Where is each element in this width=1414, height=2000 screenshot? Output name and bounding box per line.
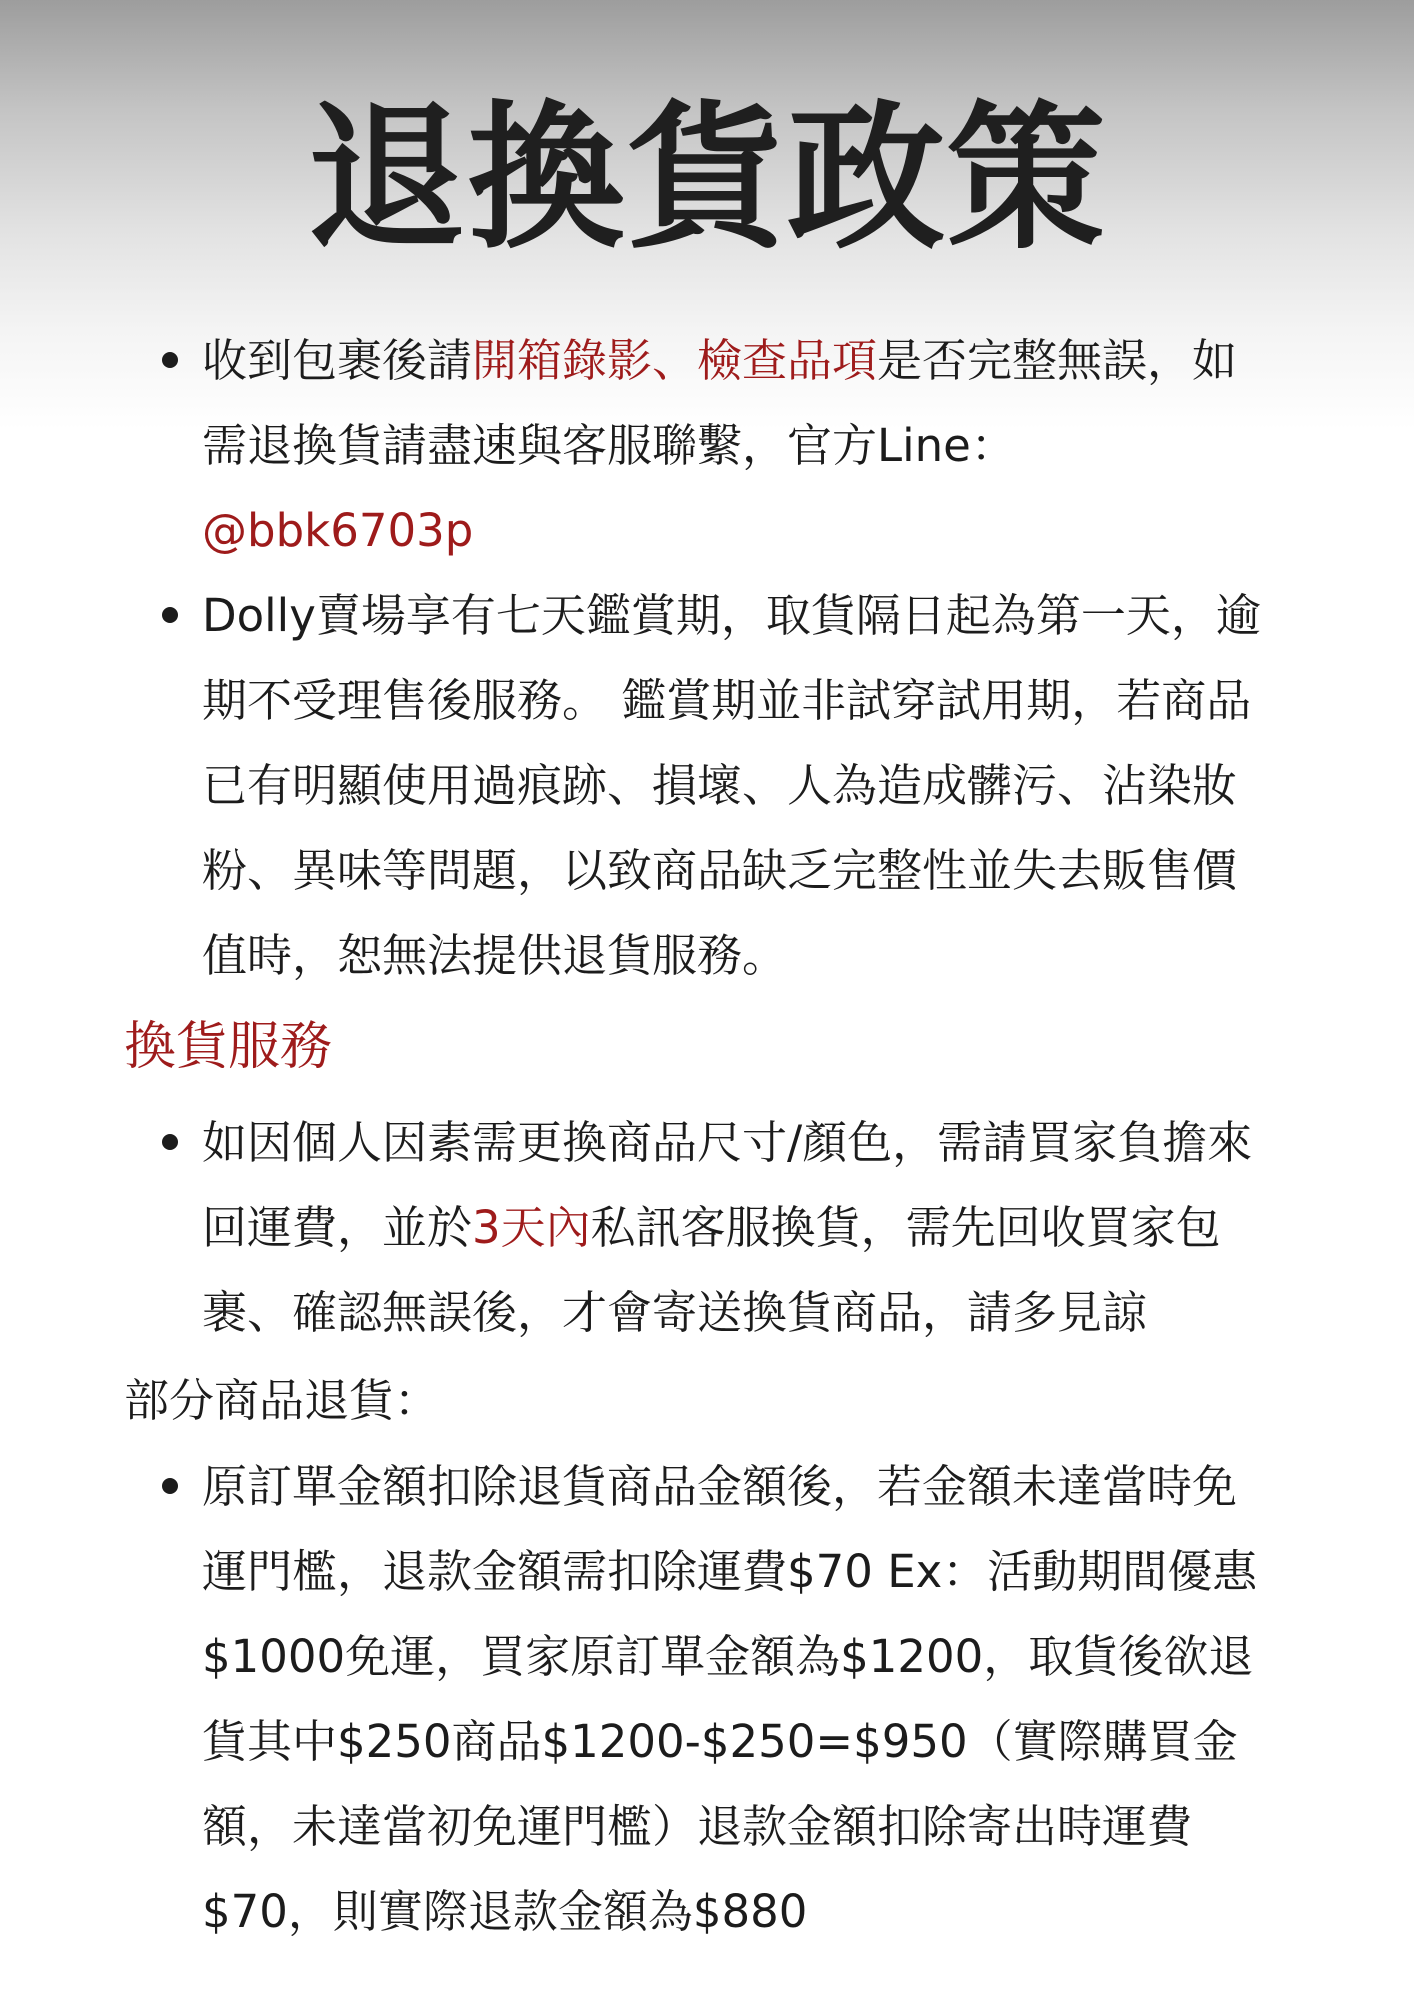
section-heading-partial-return: 部分商品退貨： (124, 1374, 440, 1427)
text-segment: 收到包裹後請 (202, 334, 473, 387)
item-line: 額，未達當初免運門檻）退款金額扣除寄出時運費 (202, 1800, 1193, 1853)
list-item-exchange (202, 1100, 1292, 1355)
bullet-icon (162, 352, 178, 368)
highlight-3-days: 3天內 (472, 1201, 591, 1254)
item-line: 已有明顯使用過痕跡、損壞、人為造成髒污、沾染妝 (202, 759, 1238, 812)
section-heading-exchange: 換貨服務 (124, 1017, 333, 1077)
item-line: 需退換貨請盡速與客服聯繫，官方Line： (202, 419, 1016, 472)
text-segment: 是否完整無誤，如 (877, 334, 1238, 387)
item-line: 粉、異味等問題，以致商品缺乏完整性並失去販售價 (202, 844, 1238, 897)
item-line: 貨其中$250商品$1200-$250=$950（實際購買金 (202, 1715, 1238, 1768)
item-line: $70，則實際退款金額為$880 (202, 1885, 808, 1938)
text-segment: 回運費，並於 (202, 1201, 473, 1254)
item-line: 如因個人因素需更換商品尺寸/顏色，需請買家負擔來 (202, 1116, 1253, 1169)
item-line: 運門檻，退款金額需扣除運費$70 Ex：活動期間優惠 (202, 1545, 1258, 1598)
bullet-icon (162, 1478, 178, 1494)
list-item-unboxing (202, 318, 1292, 573)
item-line: $1000免運，買家原訂單金額為$1200，取貨後欲退 (202, 1630, 1254, 1683)
item-line: 裹、確認無誤後，才會寄送換貨商品，請多見諒 (202, 1286, 1148, 1339)
text-segment: 私訊客服換貨，需先回收買家包 (590, 1201, 1221, 1254)
item-line (202, 1185, 1292, 1270)
item-line: 原訂單金額扣除退貨商品金額後，若金額未達當時免 (202, 1460, 1238, 1513)
line-id-link[interactable]: @bbk6703p (202, 504, 474, 557)
item-line: Dolly賣場享有七天鑑賞期，取貨隔日起為第一天，逾 (202, 589, 1261, 642)
list-item-appreciation-period (202, 573, 1292, 998)
list-item-partial-return (202, 1444, 1292, 1954)
item-line (202, 318, 1292, 403)
item-line: 期不受理售後服務。 鑑賞期並非試穿試用期，若商品 (202, 674, 1252, 727)
bullet-icon (162, 607, 178, 623)
highlight-unboxing: 開箱錄影、檢查品項 (472, 334, 878, 387)
item-line: 值時，恕無法提供退貨服務。 (202, 929, 788, 982)
page-title: 退換貨政策 (307, 87, 1107, 271)
bullet-icon (162, 1134, 178, 1150)
